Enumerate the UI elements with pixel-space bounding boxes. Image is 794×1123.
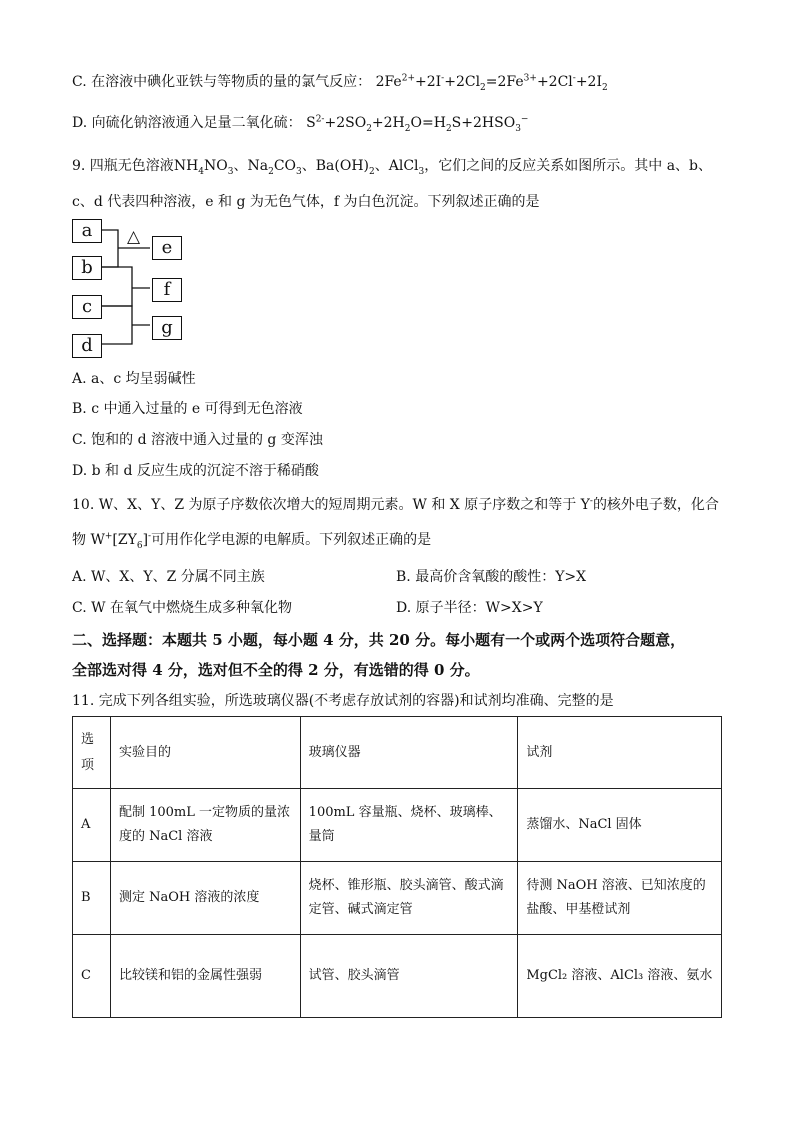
header-glassware: 玻璃仪器: [300, 717, 518, 789]
question-9-stem: 9. 四瓶无色溶液$NH_4NO_3$、$Na_2CO_3$、$Ba(OH)_2$、AlCl$_3$，它们之间的反应关系如图所示。其中 a、b、: [72, 158, 713, 177]
box-c: c: [72, 295, 102, 319]
header-option: 选 项: [73, 717, 111, 789]
option-d-line: D. 向硫化钠溶液通入足量二氧化硫： $S^{2-}+2SO_2+2H_2O=H_2S+2HSO_3^-$: [72, 114, 529, 134]
q9-option-d: D. b 和 d 反应生成的沉淀不溶于稀硝酸: [72, 463, 319, 479]
heat-symbol: △: [127, 227, 141, 247]
box-b: b: [72, 256, 102, 280]
header-reagents: 试剂: [518, 717, 722, 789]
question-10-stem: 10. W、X、Y、Z 为原子序数依次增大的短周期元素。W 和 X 原子序数之和等于 Y-的核外电子数，化合: [72, 496, 719, 513]
reaction-diagram: [72, 218, 192, 360]
option-c-line: C. 在溶液中碘化亚铁与等物质的量的氯气反应： $2Fe^{2+}+2I^-+2Cl_2=2Fe^{3+}+2Cl^-+2I_2$: [72, 73, 608, 93]
header-purpose: 实验目的: [110, 717, 300, 789]
q10-option-b: B. 最高价含氧酸的酸性：Y>X: [396, 569, 587, 585]
section-2-heading: 二、选择题：本题共 5 小题，每小题 4 分，共 20 分。每小题有一个或两个选项符合题意，: [72, 631, 686, 649]
experiment-table: [72, 716, 722, 1018]
box-f: f: [152, 278, 182, 302]
question-11-stem: 11. 完成下列各组实验，所选玻璃仪器(不考虑存放试剂的容器)和试剂均准确、完整的是: [72, 693, 614, 709]
table-row: C 比较镁和铝的金属性强弱 试管、胶头滴管 MgCl₂ 溶液、AlCl₃ 溶液、氨水: [73, 935, 722, 1018]
equation-c: $2Fe^{2+}+2I^-+2Cl_2=2Fe^{3+}+2Cl^-+2I_2$: [375, 73, 608, 93]
q9-option-c: C. 饱和的 d 溶液中通入过量的 g 变浑浊: [72, 432, 323, 448]
equation-d: $S^{2-}+2SO_2+2H_2O=H_2S+2HSO_3^-$: [306, 114, 529, 134]
q10-option-d: D. 原子半径：W>X>Y: [396, 600, 543, 616]
table-header-row: [73, 717, 722, 789]
table-row: B 测定 NaOH 溶液的浓度 烧杯、锥形瓶、胶头滴管、酸式滴定管、碱式滴定管 待测 NaOH 溶液、已知浓度的盐酸、甲基橙试剂: [73, 862, 722, 935]
box-e: e: [152, 236, 182, 260]
box-d: d: [72, 334, 102, 358]
question-10-stem-2: 物 $W^+[ZY_6]^-$可用作化学电源的电解质。下列叙述正确的是: [72, 531, 432, 551]
box-a: a: [72, 219, 102, 243]
section-2-heading-2: 全部选对得 4 分，选对但不全的得 2 分，有选错的得 0 分。: [72, 661, 480, 679]
q10-option-a: A. W、X、Y、Z 分属不同主族: [72, 569, 265, 585]
box-g: g: [152, 316, 182, 340]
q9-option-a: A. a、c 均呈弱碱性: [72, 371, 196, 387]
table-row: A 配制 100mL 一定物质的量浓度的 NaCl 溶液 100mL 容量瓶、烧杯、玻璃棒、量筒 蒸馏水、NaCl 固体: [73, 789, 722, 862]
q10-option-c: C. W 在氧气中燃烧生成多种氧化物: [72, 600, 292, 616]
question-9-stem-2: c、d 代表四种溶液，e 和 g 为无色气体，f 为白色沉淀。下列叙述正确的是: [72, 194, 540, 210]
q9-option-b: B. c 中通入过量的 e 可得到无色溶液: [72, 401, 303, 417]
